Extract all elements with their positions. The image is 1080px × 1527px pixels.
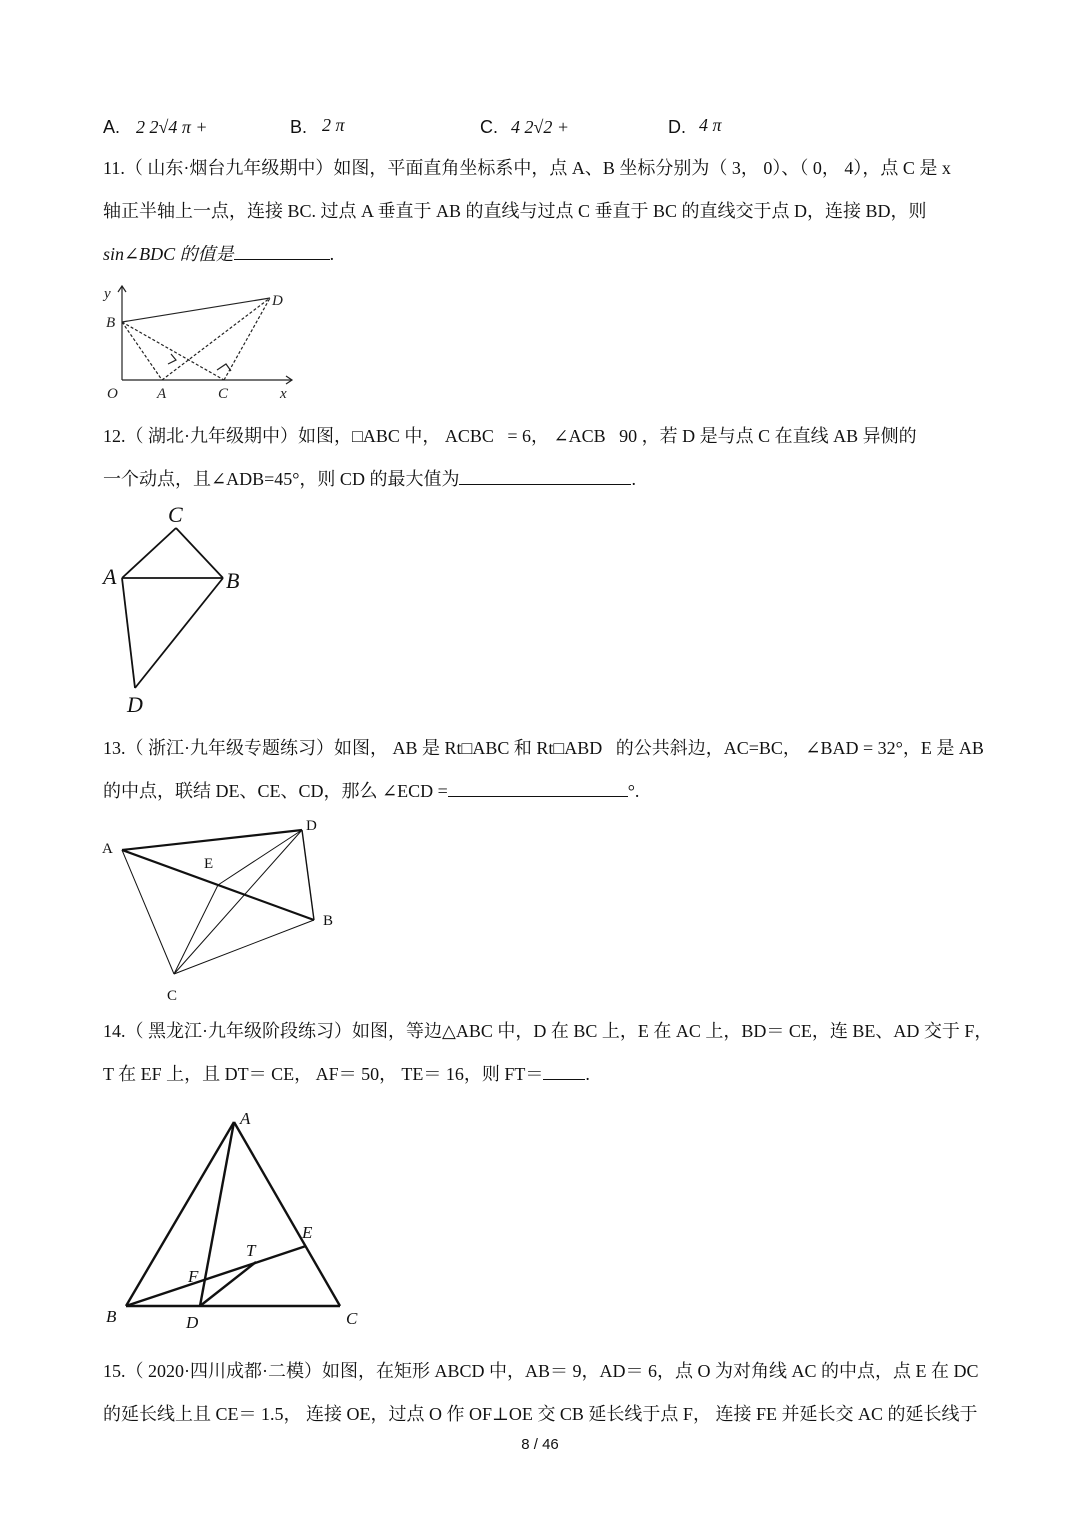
option-a-letter: A. — [103, 117, 121, 137]
q11-label-y: y — [104, 286, 111, 302]
q14-label-d: D — [186, 1313, 199, 1332]
q12-question-text: 一个动点，且∠ADB=45°，则 CD 的最大值为 — [103, 469, 460, 489]
q11-label-x: x — [280, 386, 287, 402]
q11-label-a: A — [157, 386, 167, 402]
q13-segment-cd — [174, 830, 302, 974]
q13-segment-ad — [122, 830, 302, 850]
q14-label-b: B — [106, 1307, 117, 1326]
page-number: 8 / 46 — [521, 1436, 559, 1453]
q12-segment-ad — [122, 578, 135, 688]
q11-label-d: D — [272, 293, 283, 309]
q13-question-text: 的中点，联结 DE、CE、CD，那么 ∠ECD = — [103, 781, 448, 801]
q14-label-f: F — [188, 1267, 199, 1286]
q12-label-c: C — [168, 502, 183, 527]
q11-figure — [100, 282, 300, 406]
q14-segment-ac — [234, 1122, 340, 1306]
q12-figure — [100, 500, 260, 722]
option-d-expr: 4 π — [699, 115, 722, 135]
q11-tail: . — [329, 244, 335, 264]
q11-label-o: O — [107, 386, 118, 402]
q15-line2: 的延长线上且 CE＝ 1.5， 连接 OE，过点 O 作 OF⊥OE 交 CB 延长线于点 F， 连接 FE 并延长交 AC 的延长线于 — [103, 1404, 978, 1424]
q12-label-b: B — [226, 568, 240, 593]
q15-line1: 15.（ 2020·四川成都·二模）如图，在矩形 ABCD 中，AB＝ 9，AD＝ 6，点 O 为对角线 AC 的中点，点 E 在 DC — [103, 1361, 979, 1381]
q14-tail: . — [585, 1064, 590, 1084]
option-c-expr: 4 2√2 + — [511, 117, 570, 137]
q14-figure — [100, 1104, 370, 1336]
q11-label-b: B — [106, 315, 116, 331]
q13-segment-ce — [174, 885, 218, 974]
q11-segment-cd — [224, 298, 270, 380]
q11-segment-ba — [122, 322, 162, 380]
q13-label-b: B — [323, 913, 334, 929]
q13-line2 — [103, 780, 639, 802]
q12-line1: 12.（ 湖北·九年级期中）如图，□ABC 中， ACBC = 6， ∠ACB 90 ，若 D 是与点 C 在直线 AB 异侧的 — [103, 426, 917, 446]
q14-label-e: E — [302, 1223, 313, 1242]
q12-segment-bd — [135, 578, 223, 688]
q12-line2 — [103, 468, 636, 490]
q11-segment-ad — [162, 298, 270, 380]
q11-segment-bc — [122, 322, 224, 380]
option-a-expr: 2 2√4 π + — [136, 117, 208, 137]
q14-line1: 14.（ 黑龙江·九年级阶段练习）如图，等边△ABC 中，D 在 BC 上，E 在 AC 上，BD＝ CE，连 BE、AD 交于 F， — [103, 1021, 993, 1041]
q13-figure — [96, 810, 346, 1006]
q13-line1: 13.（ 浙江·九年级专题练习）如图， AB 是 Rt□ABC 和 Rt□ABD 的公共斜边，AC=BC， ∠BAD = 32°，E 是 AB — [103, 738, 984, 758]
q12-tail: . — [631, 469, 636, 489]
q12-answer-blank — [459, 468, 631, 485]
q13-label-c: C — [167, 988, 178, 1004]
q11-question-text: sin∠BDC 的值是 — [103, 244, 234, 264]
q11-right-angle-a — [168, 354, 176, 364]
q13-label-e: E — [204, 856, 214, 872]
q12-label-a: A — [103, 564, 117, 589]
q11-answer-blank — [234, 243, 330, 260]
q14-label-c: C — [346, 1309, 358, 1328]
option-b-expr: 2 π — [322, 115, 345, 135]
q11-line1: 11.（ 山东·烟台九年级期中）如图，平面直角坐标系中，点 A、B 坐标分别为（ 3， 0）、（ 0， 4），点 C 是 x — [103, 158, 951, 178]
q14-segment-dt — [200, 1262, 256, 1306]
option-c-letter: C. — [480, 117, 498, 137]
q14-line2 — [103, 1063, 590, 1085]
q13-answer-blank — [448, 780, 628, 797]
q12-segment-cb — [176, 528, 223, 578]
option-d-letter: D. — [668, 117, 686, 137]
q11-line3 — [103, 243, 334, 265]
q14-answer-blank — [543, 1063, 585, 1080]
q13-label-a: A — [102, 841, 113, 857]
q11-right-angle-c — [217, 364, 231, 371]
q13-segment-cb — [174, 920, 314, 974]
option-b-letter: B. — [290, 117, 308, 137]
q11-line2: 轴正半轴上一点，连接 BC. 过点 A 垂直于 AB 的直线与过点 C 垂直于 BC 的直线交于点 D，连接 BD，则 — [103, 201, 927, 221]
q11-label-c: C — [218, 386, 229, 402]
q14-segment-be — [126, 1246, 306, 1306]
q11-segment-bd — [122, 298, 270, 322]
q13-segment-db — [302, 830, 314, 920]
q12-segment-ac — [122, 528, 176, 578]
q14-label-t: T — [246, 1241, 256, 1260]
q13-label-d: D — [306, 818, 317, 834]
q12-label-d: D — [127, 692, 143, 717]
q13-tail: °. — [627, 781, 640, 801]
q13-segment-ac — [122, 850, 174, 974]
q14-question-text: T 在 EF 上，且 DT＝ CE， AF＝ 50， TE＝ 16，则 FT＝ — [103, 1064, 544, 1084]
q14-label-a: A — [240, 1109, 251, 1128]
